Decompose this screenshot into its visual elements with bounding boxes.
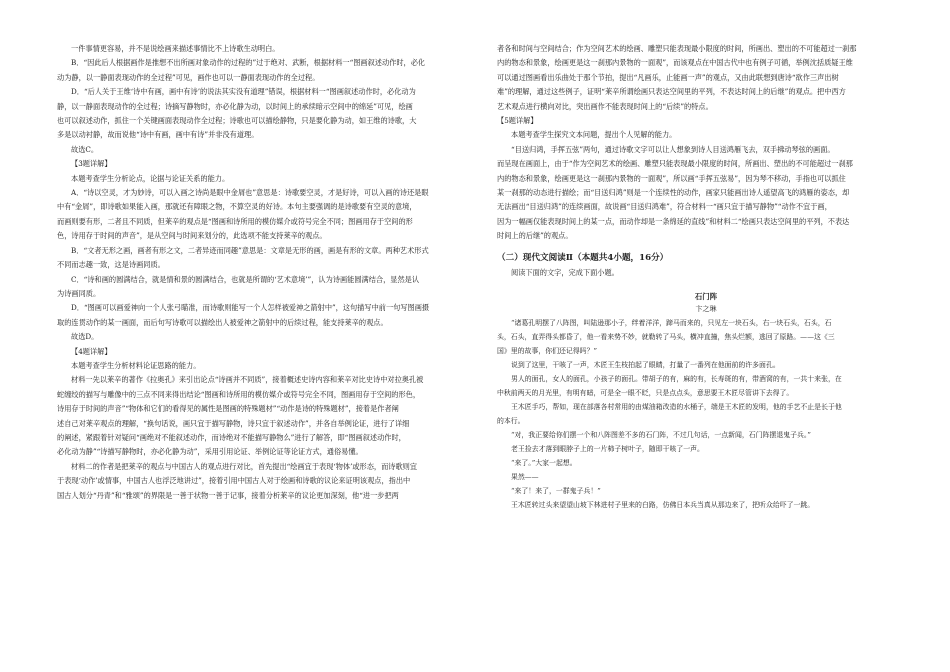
paragraph: 诗用存于时间的声音”“物体和它们的看得见的属性是图画的特殊题材”“动作是诗的特殊题材”，接着是作者阐 bbox=[57, 404, 399, 414]
paragraph: 国古人划分“丹青”和“雅颂”的界限是一善于状物一善于记事，接着分析莱辛的议论更加深刻，他“进一步把两 bbox=[57, 490, 399, 500]
paragraph: 本题考查学生探究文本问题，提出个人见解的能力。 bbox=[511, 130, 677, 140]
paragraph: 多是以动衬静，故而说他“诗中有画，画中有诗”并非没有道理。 bbox=[57, 130, 259, 140]
paragraph: 取的连贯动作的某一画面，而后句写诗歌可以描绘出人被爱神之箭射中的后续过程，能支持莱辛的观点。 bbox=[57, 317, 388, 327]
story-paragraph: “来了！来了，一群鬼子兵！” bbox=[511, 487, 601, 496]
story-paragraph: 说到了这里，干咳了一声，木匠王生枝拍起了眼睛，打量了一番列在他面前的许多面孔。 bbox=[511, 361, 780, 370]
story-body bbox=[497, 316, 915, 512]
story-paragraph: 中秋前两天的月光里，有明有暗，可是全一眼不眨，只是点点头，意思要王木匠尽管讲下去得了。 bbox=[497, 389, 794, 398]
paragraph: 不同而志趣一致，这是诗画同质。 bbox=[57, 260, 165, 270]
paragraph: 静，以一静面表现动作的全过程；诗摘写静物时，亦必化静为动，以时间上的承续暗示空间中的绵延”可见，绘画 bbox=[57, 101, 413, 111]
story-title: 石门阵 bbox=[694, 292, 718, 302]
paragraph: 为诗画同质。 bbox=[57, 288, 101, 298]
paragraph: 内的物态和景象，绘画更是这一刹那内景物的一面观”，而该观点在中国古代中也有例子可循，举例沈括质疑王维 bbox=[497, 58, 853, 68]
story-paragraph: 王木匠手巧，帮如，现在部落各村常用的由煤油箱改造的水桶子，端是王木匠的发明，他的手艺不止是长于他 bbox=[511, 403, 842, 412]
paragraph: 一件事情更容易，并不是说绘画来描述事情比不上诗歌生动明白。 bbox=[71, 44, 280, 53]
paragraph: 难”的理解，通过这些例子，证明“莱辛所谓绘画只表达空间里的平列，不表达时间上的后继”的观点。把中西方 bbox=[497, 87, 846, 97]
paragraph: 而画则要有形，二者且不同质，但莱辛的观点是“图画和诗所用的模仿媒介或符号完全不同；图画用存于空间的形 bbox=[57, 216, 413, 226]
story-author: 卞之琳 bbox=[695, 305, 717, 314]
paragraph: 可以通过图画看出乐曲处于那个节拍，提出“凡画乐，止能画一声”的观点，又由此联想到唐诗“欲作三声出树 bbox=[497, 72, 839, 82]
right-column bbox=[497, 42, 915, 512]
paragraph: 者各和时间与空间结合；作为空间艺术的绘画、雕塑只能表现最小限度的时间，所画出、塑出的不可能超过一刹那 bbox=[497, 44, 857, 53]
paragraph: 必化动为静”“诗描写静物时，亦必化静为动”，采用引用论证、举例论证等论证方式，通俗易懂。 bbox=[57, 447, 363, 457]
paragraph: 艺术观点进行横向对比，突出画作不能表现时间上的“后续”的特点。 bbox=[497, 101, 713, 111]
section-header: 【3题详解】 bbox=[71, 159, 112, 169]
paragraph: 色，诗用存于时间的声音”，是从空间与时间来划分的，此选项不能支持莱辛的观点。 bbox=[57, 231, 327, 241]
paragraph: 也可以叙述动作，抓住一个关键画面表现动作全过程；诗歌也可以描绘静物，只是要化静为动，如王维的诗歌，大 bbox=[57, 116, 417, 126]
instruction: 阅读下面的文字，完成下面小题。 bbox=[511, 267, 619, 277]
section-header: 【4题详解】 bbox=[71, 346, 112, 356]
left-column bbox=[57, 42, 467, 503]
story-paragraph: 王木匠转过头来望望山坡下林进村子里来的白路，仿佛日本兵当真从那边来了，把听众给吓了一跳。 bbox=[511, 501, 815, 510]
paragraph: “目送归鸿，手挥五弦”两句，通过诗歌文字可以让人想象到诗人目送鸿雁飞去，双手拂动琴弦的画面。 bbox=[511, 144, 835, 154]
paragraph: A．“诗以空灵，才为妙诗，可以入画之诗尚是眼中金屑也”意思是：诗歌要空灵，才是好诗，可以入画的诗还是眼 bbox=[71, 188, 429, 198]
paragraph: C．“诗和画的圆满结合，就是情和景的圆满结合，也就是所谓的‘艺术意境’”，认为诗画能圆满结合，显然是认 bbox=[71, 274, 420, 284]
paragraph: 于表现‘动作’或情事，中国古人也浮泛地讲过”，接着引用中国古人对于绘画和诗歌的议论来证明该观点，指出中 bbox=[57, 476, 411, 486]
paragraph: 时间上的后继”的观点。 bbox=[497, 231, 573, 241]
section-title: （二）现代文阅读Ⅱ（本题共4小题，16分） bbox=[497, 252, 669, 263]
story-paragraph: 国》里的故事，你们还记得吗？” bbox=[497, 347, 597, 356]
story-paragraph: 头，石头，直弄得头都昏了，他一看来势不妙，就勒转了马头，横冲直撞，焦头烂额，逃回了原路。——这《三 bbox=[497, 333, 835, 342]
story-paragraph: 果然—— bbox=[511, 473, 539, 482]
answer-line: 故选D。 bbox=[71, 332, 99, 342]
story-paragraph: 老王捡去才落到眼脖子上的一片柿子树叶子，随即干咳了一声。 bbox=[511, 445, 704, 454]
paragraph: 材料二的作者是把莱辛的观点与中国古人的观点进行对比，首先提出“绘画宜于表现‘物体’或形态，而诗歌则宜 bbox=[71, 461, 418, 471]
answer-line: 故选C。 bbox=[71, 144, 99, 154]
paragraph: 某一刹那的动态进行描绘；而“目送归鸿”则是一个连续性的动作，画家只能画出诗人遥望高飞的鸿雁的姿态，却 bbox=[497, 188, 850, 198]
story-paragraph: 男人的面孔，女人的面孔，小孩子的面孔。带胡子的有，麻的有，长寿斑的有，带酒窝的有，一共十来张，在 bbox=[511, 375, 842, 384]
paragraph: 本题考查学生分析材料论证思路的能力。 bbox=[71, 360, 201, 370]
paragraph: 材料一先以莱辛的著作《拉奥孔》来引出论点“诗画并不同质”，接着概述史诗内容和莱辛对比史诗中对拉奥孔被 bbox=[71, 375, 424, 385]
paragraph: 内的物态和景象，绘画更是这一刹那内景物的一面观”，所以画“手挥五弦易”，因为琴不移动，手指也可以抓住 bbox=[497, 173, 846, 183]
paragraph: D．“图画可以画爱神向一个人张弓瞄准，而诗歌则能写一个人怎样被爱神之箭射中”，这句描写中前一句写图画摄 bbox=[71, 303, 430, 313]
paragraph: 蛇缠绞的描写与雕像中的三点不同来得出结论“图画和诗所用的模仿媒介或符号完全不同，图画用存于空间的形色， bbox=[57, 389, 421, 399]
paragraph: 动为静，以一静面表现动作的全过程”可见，画作也可以一静面表现动作的全过程。 bbox=[57, 72, 320, 82]
paragraph: 述自己对莱辛观点的理解，“换句话说，画只宜于描写静物，诗只宜于叙述动作”，并各自举例论证，进行了详细 bbox=[57, 418, 410, 428]
section-header: 【5题详解】 bbox=[497, 116, 538, 126]
paragraph: 而呈现在画面上，由于“作为空间艺术的绘画、雕塑只能表现最小限度的时间，所画出、塑出的不可能超过一刹那 bbox=[497, 159, 853, 169]
paragraph: 因为一幅画仅能表现时间上的某一点，而动作却是一条绵延的直线”和材料二“绘画只表达空间里的平列，不表达 bbox=[497, 216, 850, 226]
paragraph: 中有“金屑”，即诗歌如果能入画，那就还有障眼之物，不算空灵的好诗。本句主要强调的是诗歌要有空灵的意境， bbox=[57, 202, 417, 212]
paragraph: B．“文者无形之画，画者有形之文，二者异迹而同趣”意思是：文章是无形的画，画是有形的文章。两种艺术形式 bbox=[71, 245, 429, 255]
paragraph: 的阐述，紧跟着针对疑问“画绝对不能叙述动作，而诗绝对不能描写静物么”进行了解答，即“图画叙述动作时， bbox=[57, 432, 406, 442]
story-paragraph: 的本行。 bbox=[497, 417, 525, 426]
paragraph: B．“因此后人根据画作是推想不出所画对象动作的过程的”过于绝对、武断，根据材料一“图画叙述动作时，必化 bbox=[71, 58, 426, 68]
paragraph: 无法画出“目送归鸿”的连续画面，故说画“目送归鸿难”，符合材料一“画只宜于描写静物”“动作不宜于画， bbox=[497, 202, 832, 212]
story-paragraph: “诸葛孔明摆了八阵图，叫陆逊那小子，绊着洋洋，蹄马而来的，只见左一块石头，右一块石头，石头，石 bbox=[511, 319, 832, 328]
paragraph: D．“后人关于王维‘诗中有画，画中有诗’的说法其实没有道理”错误，根据材料一“图画叙述动作时，必化动为 bbox=[71, 87, 416, 97]
paragraph: 本题考查学生分析论点，论据与论证关系的能力。 bbox=[71, 173, 230, 183]
story-paragraph: “来了。”大家一起想。 bbox=[511, 459, 577, 468]
story-paragraph: “对，我正要给你们摆一个和八阵图差不多的石门阵，不过几句话，一点新闻，石门阵摆退鬼子兵。” bbox=[511, 431, 811, 440]
